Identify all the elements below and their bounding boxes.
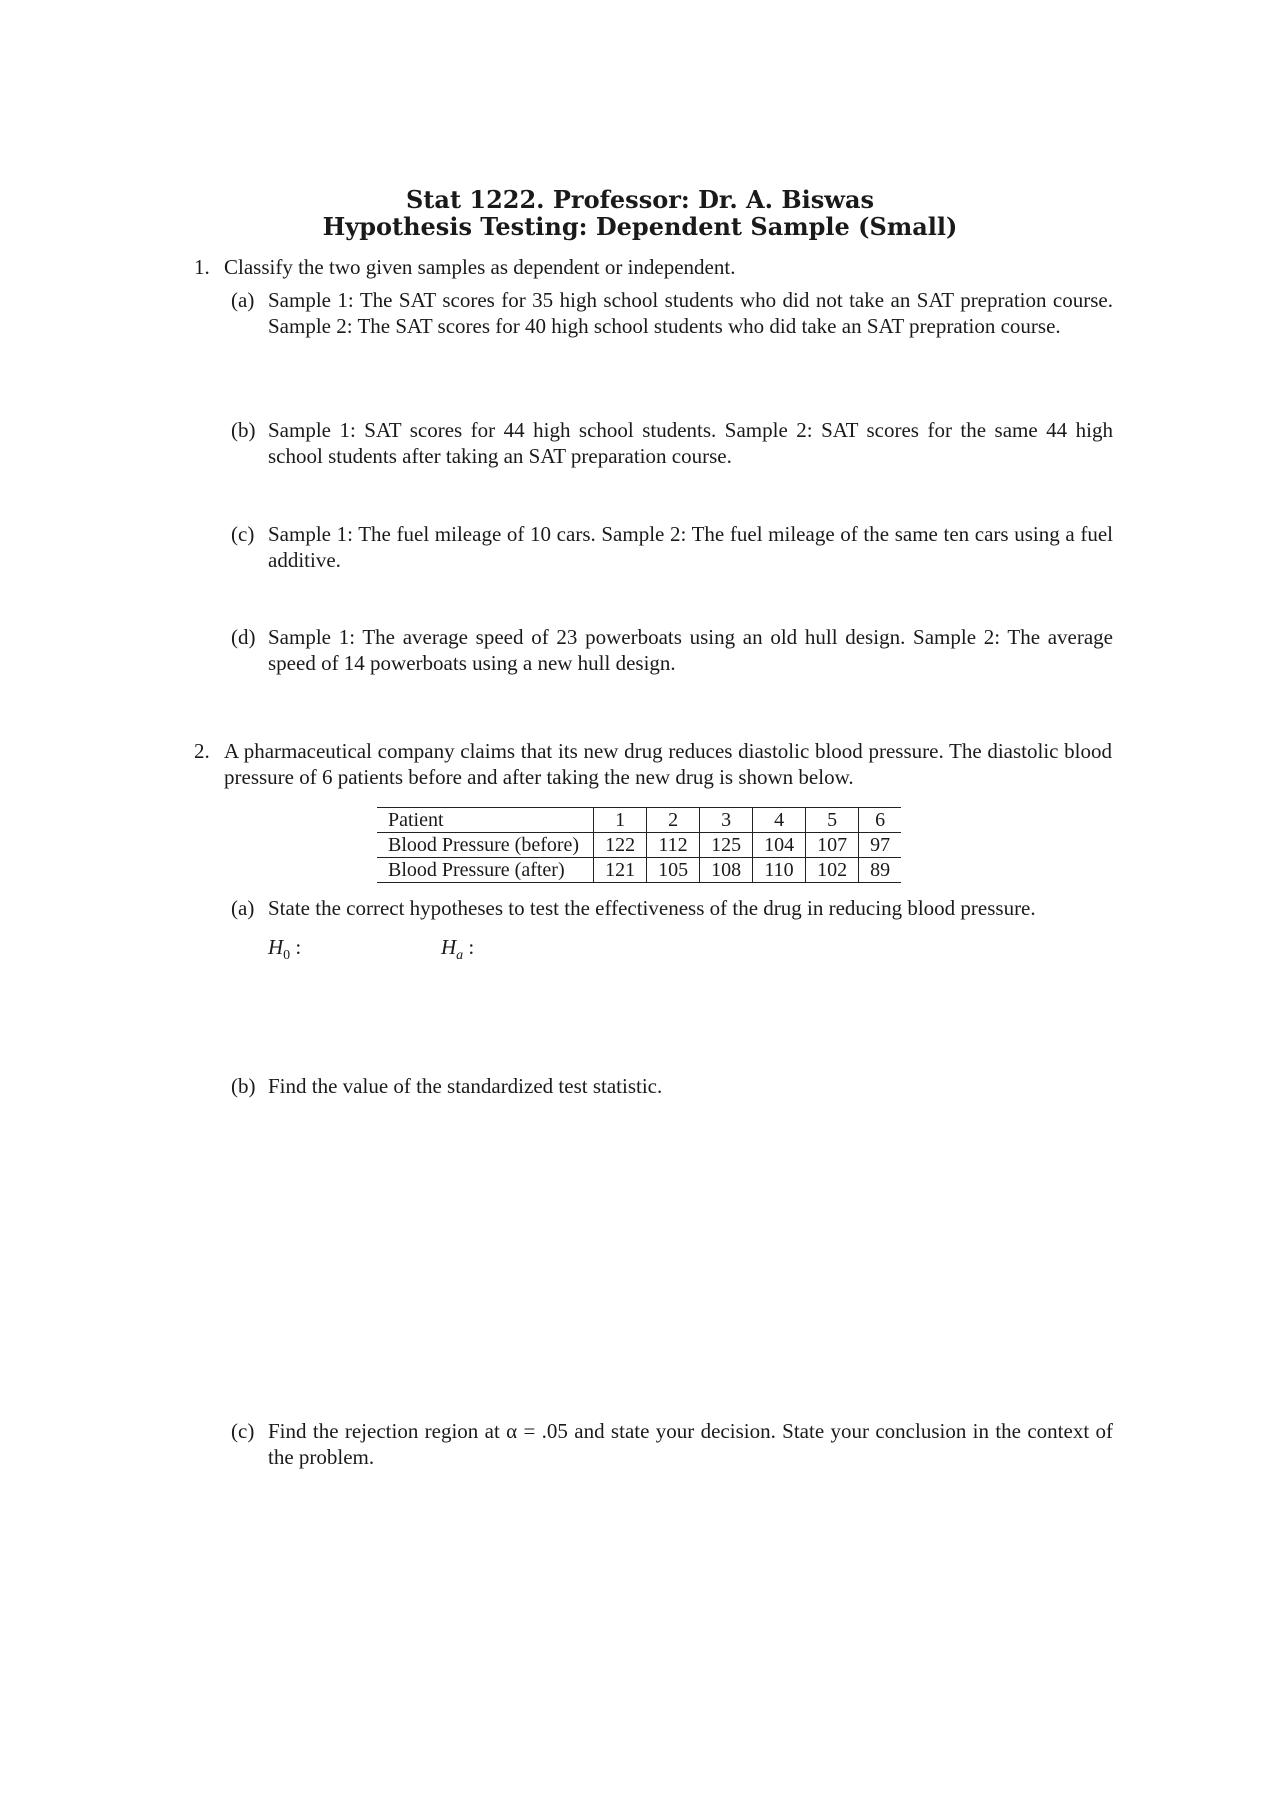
table-row (377, 808, 901, 833)
part-text: Sample 1: The fuel mileage of 10 cars. Sample 2: The fuel mileage of the same ten cars using a fuel additive. (268, 522, 1113, 572)
table-cell: 97 (859, 833, 902, 858)
table-cell: 121 (594, 858, 647, 883)
alternative-hypothesis-label: $H_a$ : (441, 935, 475, 964)
part-label: (c) (231, 1419, 255, 1443)
row-label: Blood Pressure (after) (377, 858, 594, 883)
part-label: (b) (231, 418, 256, 442)
table-cell: 107 (806, 833, 859, 858)
part-label: (d) (231, 625, 256, 649)
table-cell: 4 (753, 808, 806, 833)
table-cell: 125 (700, 833, 753, 858)
part-text: State the correct hypotheses to test the effectiveness of the drug in reducing blood pressure. (268, 896, 1036, 920)
table-cell: 5 (806, 808, 859, 833)
question-text: Classify the two given samples as dependent or independent. (224, 255, 736, 279)
blood-pressure-table (377, 807, 901, 883)
part-label: (b) (231, 1074, 256, 1098)
table-cell: 105 (647, 858, 700, 883)
table-cell: 2 (647, 808, 700, 833)
row-label: Blood Pressure (before) (377, 833, 594, 858)
header-topic-line: Hypothesis Testing: Dependent Sample (Small) (322, 212, 958, 241)
question-2 (194, 738, 1114, 798)
part-text: Sample 1: The average speed of 23 powerboats using an old hull design. Sample 2: The average speed of 14 powerboats using a new hull design. (268, 625, 1113, 675)
table-cell: 6 (859, 808, 902, 833)
part-label: (a) (231, 896, 255, 920)
table-cell: 108 (700, 858, 753, 883)
part-text: Sample 1: The SAT scores for 35 high school students who did not take an SAT prepration course. Sample 2: The SAT scores for 40 high school students who did take an SAT prepration course. (268, 288, 1113, 338)
part-text: Find the rejection region at α = .05 and state your decision. State your conclusion in the context of the problem. (268, 1419, 1113, 1469)
worksheet-header (0, 186, 1280, 240)
table-row (377, 833, 901, 858)
part-text: Sample 1: SAT scores for 44 high school students. Sample 2: SAT scores for the same 44 high school students after taking an SAT preparation course. (268, 418, 1113, 468)
null-hypothesis-label: $H_0$ : (268, 935, 302, 964)
table-row (377, 858, 901, 883)
part-label: (c) (231, 522, 255, 546)
row-label: Patient (377, 808, 594, 833)
question-text: A pharmaceutical company claims that its new drug reduces diastolic blood pressure. The diastolic blood pressure of 6 patients before and after taking the new drug is shown below. (224, 739, 1112, 789)
table-cell: 89 (859, 858, 902, 883)
question-1 (194, 254, 1114, 284)
table-cell: 102 (806, 858, 859, 883)
table-cell: 112 (647, 833, 700, 858)
part-label: (a) (231, 288, 255, 312)
table-cell: 1 (594, 808, 647, 833)
table-cell: 3 (700, 808, 753, 833)
table-cell: 110 (753, 858, 806, 883)
header-course-line: Stat 1222. Professor: Dr. A. Biswas (405, 185, 875, 214)
part-text: Find the value of the standardized test statistic. (268, 1074, 663, 1098)
question-number: 2. (194, 739, 210, 763)
table-cell: 122 (594, 833, 647, 858)
table-cell: 104 (753, 833, 806, 858)
question-number: 1. (194, 255, 210, 279)
